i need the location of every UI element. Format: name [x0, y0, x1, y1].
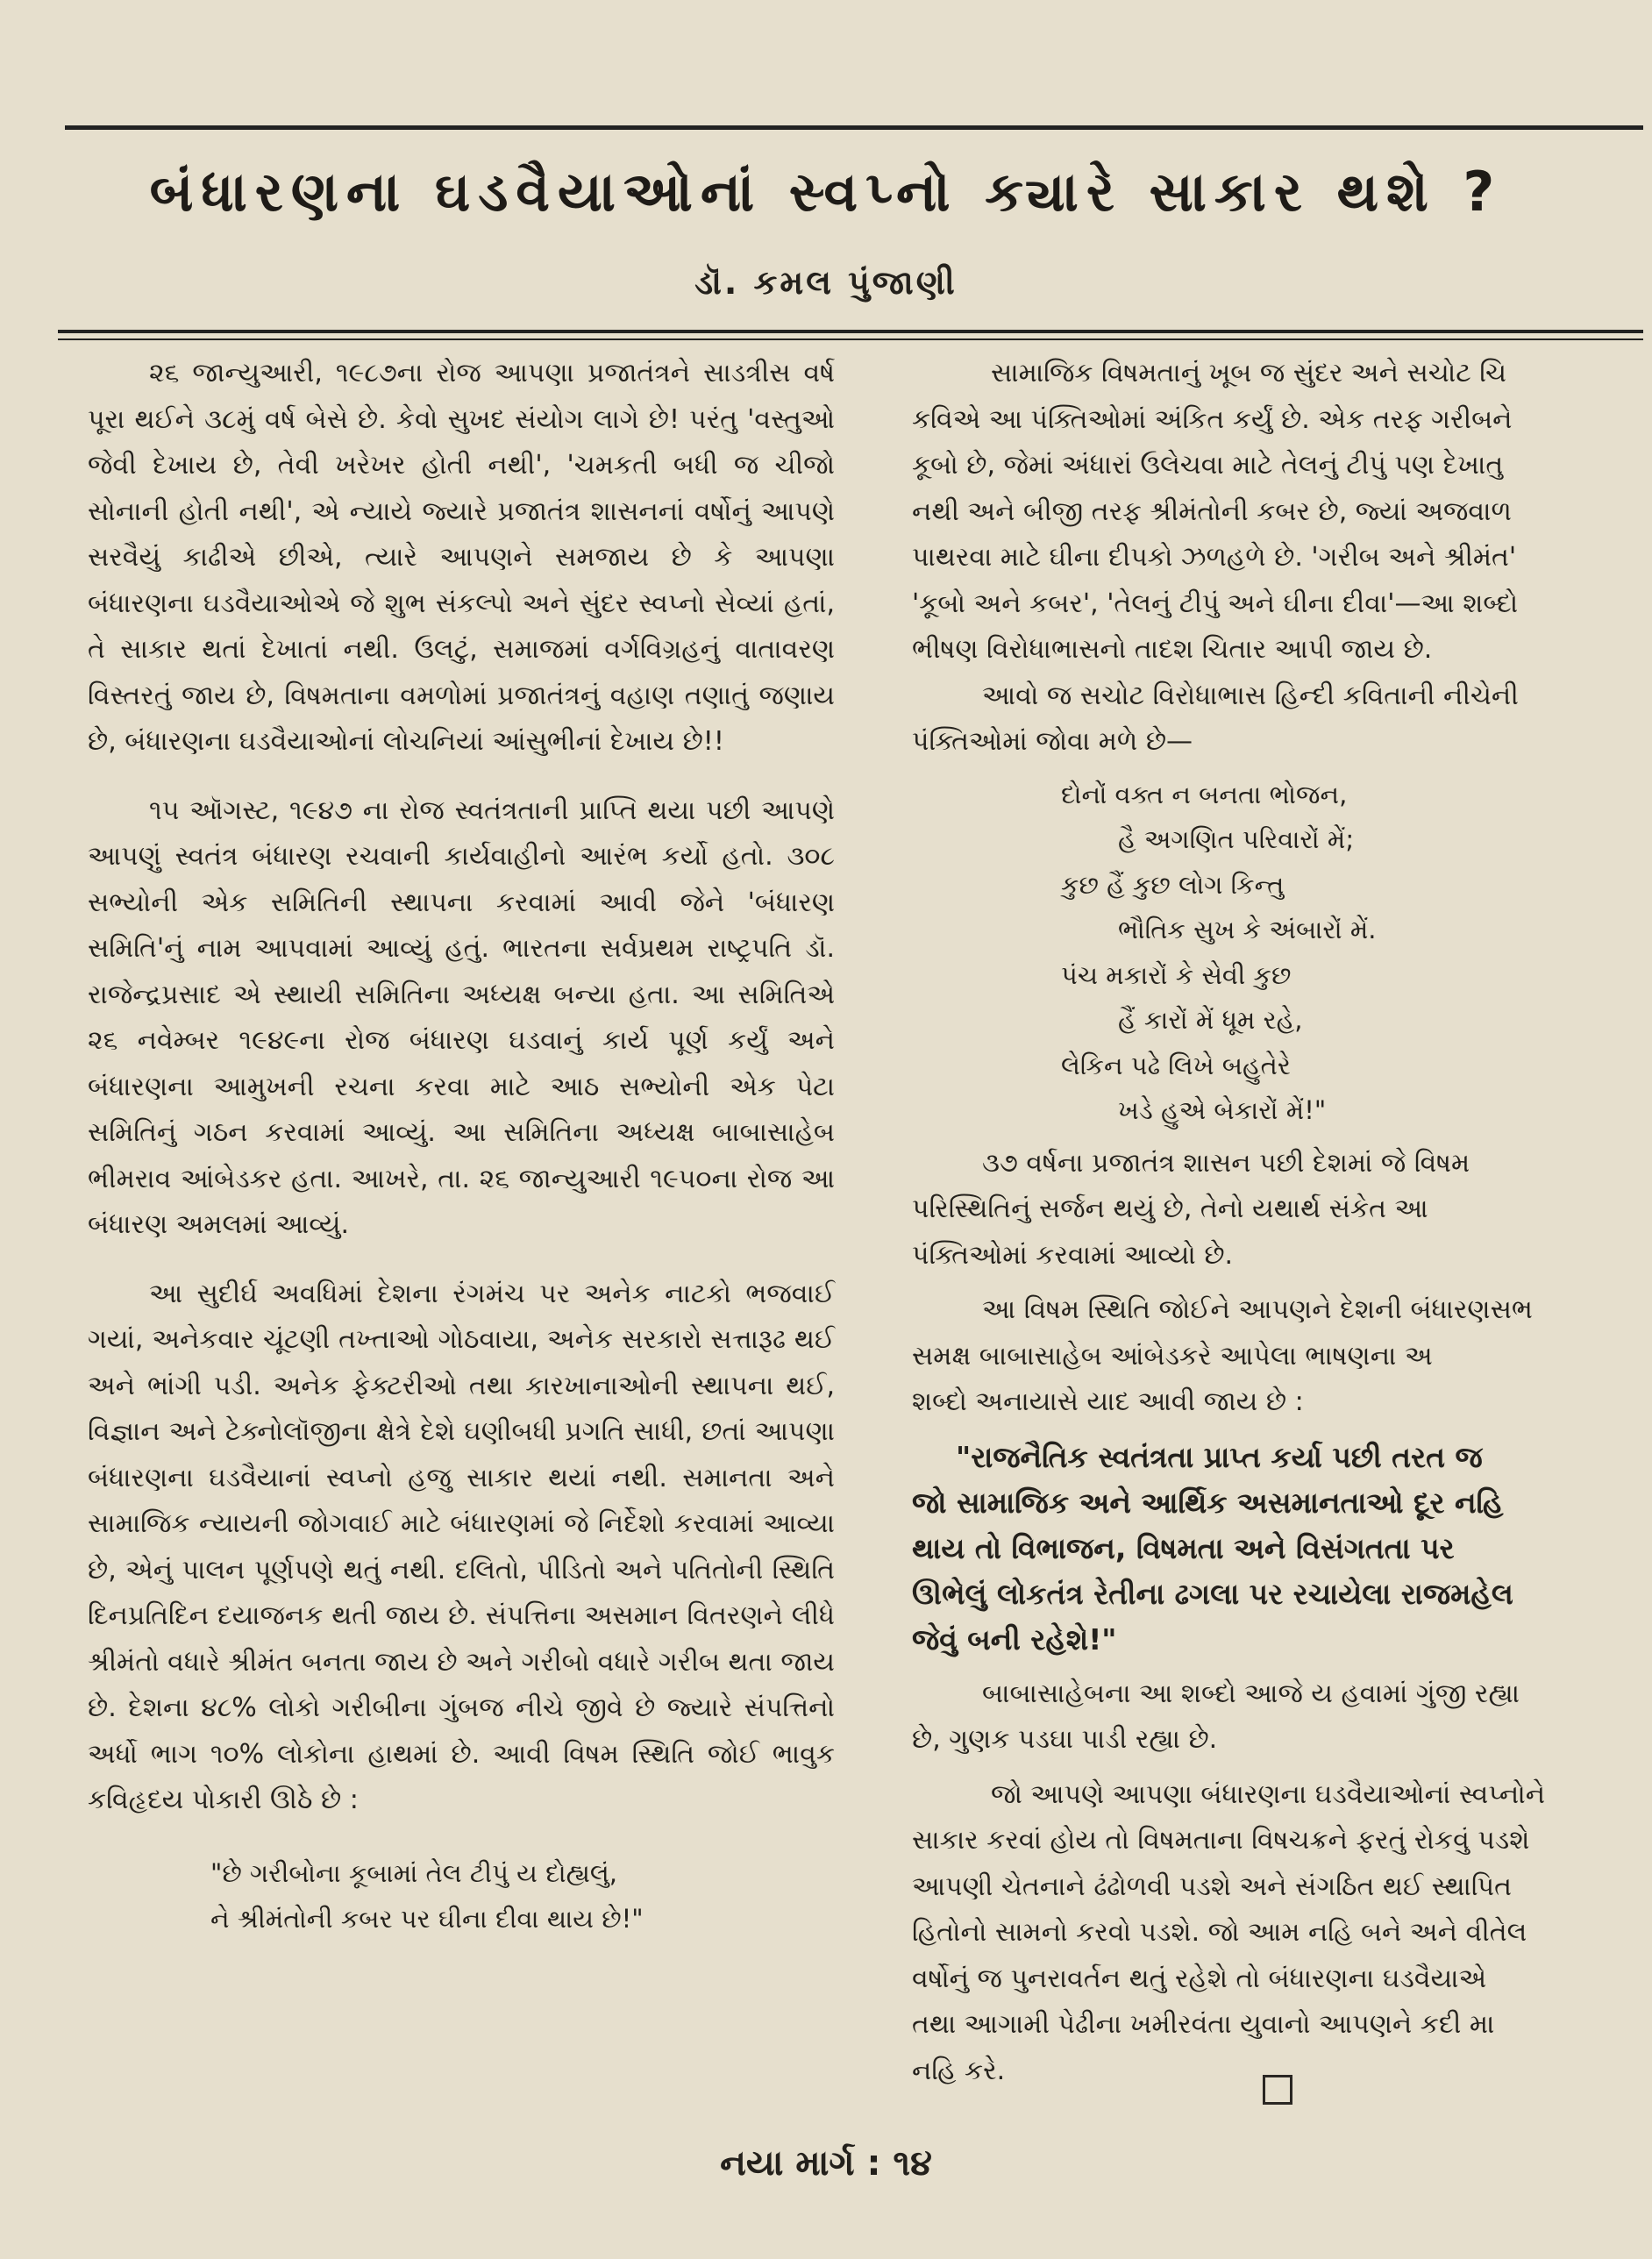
text-line: પંક્તિઓમાં કરવામાં આવ્યો છે. — [912, 1239, 1234, 1271]
article-title: બંધારણના ઘડવૈયાઓનાં સ્વપ્નો ક્યારે સાકાર થશે ? — [149, 160, 1503, 224]
hindi-poem — [1061, 773, 1640, 1134]
ambedkar-quote — [912, 1435, 1640, 1663]
quote-line: જેવું બની રહેશે!" — [912, 1621, 1117, 1657]
right-column — [912, 351, 1640, 2094]
text-line: 'કૂબો અને કબર', 'તેલનું ટીપું અને ઘીના દીવા'—આ શબ્દો — [912, 588, 1519, 619]
paragraph: આ સુદીર્ઘ અવધિમાં દેશના રંગમંચ પર અનેક નાટકો ભજવાઈ ગયાં, અનેકવાર ચૂંટણી તખ્તાઓ ગોઠવાયા, અનેક સરકારો સત્તારૂઢ થઈ અને ભાંગી પડી. અનેક ફેક્ટરીઓ તથા કારખાનાઓની સ્થાપના થઈ, વિજ્ઞાન અને ટેક્નોલૉજીના ક્ષેત્રે દેશે ઘણીબધી પ્રગતિ સાધી, છતાં આપણા બંધારણના ઘડવૈયાનાં સ્વપ્નો હજુ સાકાર થયાં નથી. સમાનતા અને સામાજિક ન્યાયની જોગવાઈ માટે બંધારણમાં જે નિર્દેશો કરવામાં આવ્યા છે, એનું પાલન પૂર્ણપણે થતું નથી. દલિતો, પીડિતો અને પતિતોની સ્થિતિ દિનપ્રતિદિન દયાજનક થતી જાય છે. સંપત્તિના અસમાન વિતરણને લીધે શ્રીમંતો વધારે શ્રીમંત બનતા જાય છે અને ગરીબો વધારે ગરીબ થતા જાય છે. દેશના ૪૮% લોકો ગરીબીના ગુંબજ નીચે જીવે છે જ્યારે સંપત્તિનો અર્ધો ભાગ ૧૦% લોકોના હાથમાં છે. આવી વિષમ સ્થિતિ જોઈ ભાવુક કવિહૃદય પોકારી ઊઠે છે : — [88, 1278, 835, 1815]
paragraph-2 — [912, 673, 1640, 766]
poem-line: "છે ગરીબોના કૂબામાં તેલ ટીપું ય દોહ્યલું, — [210, 1857, 618, 1888]
quote-line: ઊભેલું લોકતંત્ર રેતીના ઢગલા પર રચાયેલા રાજમહેલ — [912, 1576, 1513, 1611]
top-rule — [65, 125, 1643, 130]
paragraph-6 — [912, 1772, 1640, 2095]
header-bottom-rule — [58, 330, 1643, 333]
quote-line: "રાજનૈતિક સ્વતંત્રતા પ્રાપ્ત કર્યા પછી તરત જ — [956, 1439, 1483, 1474]
paragraph-1 — [912, 351, 1640, 673]
text-line: સામાજિક વિષમતાનું ખૂબ જ સુંદર અને સચોટ ચિ — [991, 358, 1507, 388]
text-line: તથા આગામી પેઢીના ખમીરવંતા યુવાનો આપણને કદી મા — [912, 2009, 1495, 2040]
poem-line: ભૌતિક સુખ કે અંબારોં મેં. — [1118, 915, 1377, 944]
poem-line: ખડે હુએ બેકારોં મેં!" — [1118, 1095, 1327, 1125]
poem-line: ને શ્રીમંતોની કબર પર ઘીના દીવા થાય છે!" — [210, 1903, 644, 1934]
text-line: નથી અને બીજી તરફ શ્રીમંતોની કબર છે, જ્યાં અજવાળ — [912, 495, 1512, 527]
text-line: આ વિષમ સ્થિતિ જોઈને આપણને દેશની બંધારણસભ — [982, 1294, 1533, 1325]
text-line: પાથરવા માટે ઘીના દીપકો ઝળહળે છે. 'ગરીબ અને શ્રીમંત' — [912, 542, 1517, 573]
text-line: કવિએ આ પંક્તિઓમાં અંકિત કર્યું છે. એક તરફ ગરીબને — [912, 403, 1513, 435]
text-line: હિતોનો સામનો કરવો પડશે. જો આમ નહિ બને અને વીતેલ — [912, 1917, 1527, 1948]
paragraph: ૧૫ ઑગસ્ટ, ૧૯૪૭ ના રોજ સ્વતંત્રતાની પ્રાપ્તિ થયા પછી આપણે આપણું સ્વતંત્ર બંધારણ રચવાની કાર્યવાહીનો આરંભ કર્યો હતો. ૩૦૮ સભ્યોની એક સમિતિની સ્થાપના કરવામાં આવી જેને 'બંધારણ સમિતિ'નું નામ આપવામાં આવ્યું હતું. ભારતના સર્વપ્રથમ રાષ્ટ્રપતિ ડૉ. રાજેન્દ્રપ્રસાદ એ સ્થાયી સમિતિના અધ્યક્ષ બન્યા હતા. આ સમિતિએ ૨૬ નવેમ્બર ૧૯૪૯ના રોજ બંધારણ ઘડવાનું કાર્ય પૂર્ણ કર્યું અને બંધારણના આમુખની રચના કરવા માટે આઠ સભ્યોની એક પેટા સમિતિનું ગઠન કરવામાં આવ્યું. આ સમિતિના અધ્યક્ષ બાબાસાહેબ ભીમરાવ આંબેડકર હતા. આખરે, તા. ૨૬ જાન્યુઆરી ૧૯૫૦ના રોજ આ બંધારણ અમલમાં આવ્યું. — [88, 795, 835, 1240]
text-line: પરિસ્થિતિનું સર્જન થયું છે, તેનો યથાર્થ સંકેત આ — [912, 1194, 1428, 1224]
text-line: આપણી ચેતનાને ઢંઢોળવી પડશે અને સંગઠિત થઈ સ્થાપિત — [912, 1871, 1512, 1902]
poem-line: પંચ મકારોં કે સેવી કુછ — [1061, 959, 1292, 990]
text-line: કૂબો છે, જેમાં અંધારાં ઉલેચવા માટે તેલનું ટીપું પણ દેખાતુ — [912, 450, 1504, 481]
text-line: સમક્ષ બાબાસાહેબ આંબેડકરે આપેલા ભાષણના અ — [912, 1340, 1433, 1372]
paragraph-3 — [912, 1141, 1640, 1279]
page-footer: નયા માર્ગ : ૧૪ — [720, 2143, 932, 2184]
poem-line: લેકિન પઢે લિખે બહુતેરે — [1061, 1050, 1291, 1080]
poem-line: દોનોં વક્ત ન બનતા ભોજન, — [1061, 779, 1348, 809]
text-line: ૩૭ વર્ષના પ્રજાતંત્ર શાસન પછી દેશમાં જે વિષમ — [982, 1147, 1470, 1179]
text-line: શબ્દો અનાયાસે યાદ આવી જાય છે : — [912, 1386, 1304, 1417]
text-line: આવો જ સચોટ વિરોધાભાસ હિન્દી કવિતાની નીચેની — [982, 680, 1519, 711]
paragraph-4 — [912, 1287, 1640, 1426]
article-author: ડૉ. કમલ પુંજાણી — [694, 263, 958, 302]
end-of-article-mark — [1263, 2075, 1292, 2105]
text-line: ભીષણ વિરોધાભાસનો તાદશ ચિતાર આપી જાય છે. — [912, 634, 1433, 665]
text-line: સાકાર કરવાં હોય તો વિષમતાના વિષચક્રને ફરતું રોકવું પડશે — [912, 1825, 1530, 1856]
text-line: બાબાસાહેબના આ શબ્દો આજે ય હવામાં ગુંજી રહ્યા — [982, 1678, 1520, 1709]
text-line: વર્ષોનું જ પુનરાવર્તન થતું રહેશે તો બંધારણના ઘડવૈયાએ — [912, 1963, 1487, 1994]
poem-line: હૈં કારોં મેં ધૂમ રહે, — [1118, 1005, 1303, 1035]
poem-quote — [210, 1850, 835, 1942]
header-bottom-rule-thin — [58, 338, 1643, 340]
quote-line: થાય તો વિભાજન, વિષમતા અને વિસંગતતા પર — [912, 1530, 1455, 1565]
text-line: છે, ગુણક પડઘા પાડી રહ્યા છે. — [912, 1724, 1218, 1755]
text-line: નહિ કરે. — [912, 2055, 1006, 2086]
left-column — [88, 351, 835, 1942]
text-line: જો આપણે આપણા બંધારણના ઘડવૈયાઓનાં સ્વપ્નોને — [991, 1778, 1546, 1810]
paragraph-5 — [912, 1671, 1640, 1764]
paragraph: ૨૬ જાન્યુઆરી, ૧૯૮૭ના રોજ આપણા પ્રજાતંત્રને સાડત્રીસ વર્ષ પૂરા થઈને ૩૮મું વર્ષ બેસે છે. કેવો સુખદ સંયોગ લાગે છે! પરંતુ 'વસ્તુઓ જેવી દેખાય છે, તેવી ખરેખર હોતી નથી', 'ચમકતી બધી જ ચીજો સોનાની હોતી નથી', એ ન્યાયે જ્યારે પ્રજાતંત્ર શાસનનાં વર્ષોનું આપણે સરવૈયું કાઢીએ છીએ, ત્યારે આપણને સમજાય છે કે આપણા બંધારણના ઘડવૈયાઓએ જે શુભ સંકલ્પો અને સુંદર સ્વપ્નો સેવ્યાં હતાં, તે સાકાર થતાં દેખાતાં નથી. ઉલટું, સમાજમાં વર્ગવિગ્રહનું વાતાવરણ વિસ્તરતું જાય છે, વિષમતાના વમળોમાં પ્રજાતંત્રનું વહાણ તણાતું જણાય છે, બંધારણના ઘડવૈયાઓનાં લોચનિયાં આંસુભીનાં દેખાય છે!! — [88, 358, 835, 757]
poem-line: કુછ હૈં કુછ લોગ કિન્તુ — [1061, 869, 1285, 900]
text-line: પંક્તિઓમાં જોવા મળે છે— — [912, 726, 1193, 757]
quote-line: જો સામાજિક અને આર્થિક અસમાનતાઓ દૂર નહિ — [912, 1485, 1504, 1520]
poem-line: હૈ અગણિત પરિવારોં મેં; — [1118, 824, 1355, 854]
